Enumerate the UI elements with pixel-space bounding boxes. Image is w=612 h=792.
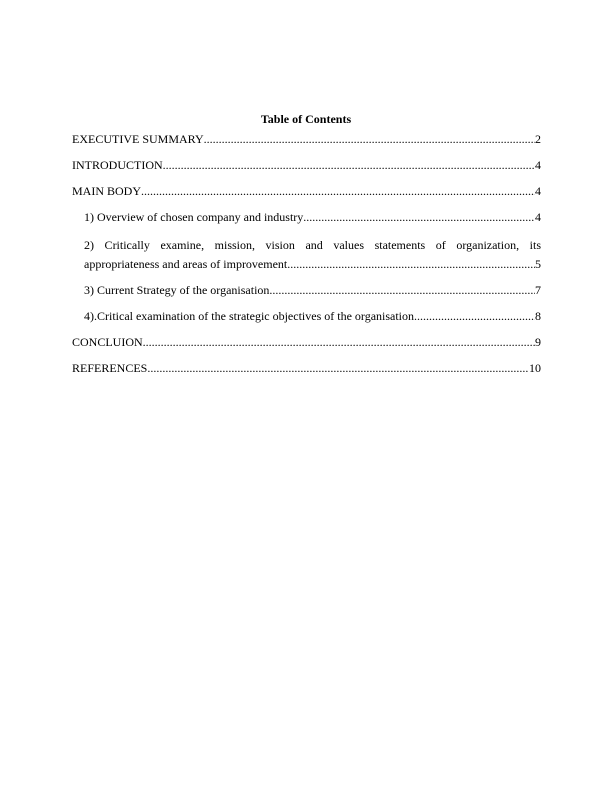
toc-entry-label: 3) Current Strategy of the organisation bbox=[84, 283, 270, 297]
toc-entry-line-2 bbox=[84, 256, 541, 272]
toc-title: Table of Contents bbox=[260, 112, 352, 126]
toc-entry-mission-vision-values[interactable] bbox=[72, 235, 541, 272]
toc-entry-main-body[interactable] bbox=[72, 183, 541, 199]
toc-page-number: 10 bbox=[529, 361, 541, 375]
toc-leader-dots bbox=[143, 334, 535, 350]
table-of-contents bbox=[72, 131, 541, 376]
toc-entry-label-line-2: appropriateness and areas of improvement bbox=[84, 257, 288, 271]
toc-leader-dots bbox=[269, 282, 535, 298]
toc-entry-label: MAIN BODY bbox=[72, 184, 141, 198]
toc-entry-overview[interactable] bbox=[72, 209, 541, 225]
toc-page-number: 5 bbox=[535, 257, 541, 271]
toc-leader-dots bbox=[414, 308, 535, 324]
toc-page-number: 9 bbox=[535, 335, 541, 349]
toc-entry-label-line-1: 2) Critically examine, mission, vision and values statements of organization, its bbox=[84, 238, 541, 252]
toc-page-number: 4 bbox=[535, 184, 541, 198]
toc-leader-dots bbox=[303, 209, 535, 225]
toc-entry-strategic-objectives[interactable] bbox=[72, 308, 541, 324]
toc-page-number: 8 bbox=[535, 309, 541, 323]
toc-page-number: 4 bbox=[535, 210, 541, 224]
toc-entry-label: EXECUTIVE SUMMARY bbox=[72, 132, 204, 146]
toc-page-number: 4 bbox=[535, 158, 541, 172]
toc-leader-dots bbox=[287, 256, 535, 272]
toc-entry-references[interactable] bbox=[72, 360, 541, 376]
toc-entry-executive-summary[interactable] bbox=[72, 131, 541, 147]
toc-entry-conclusion[interactable] bbox=[72, 334, 541, 350]
toc-leader-dots bbox=[141, 183, 535, 199]
toc-entry-label: 1) Overview of chosen company and industry bbox=[84, 210, 304, 224]
toc-leader-dots bbox=[147, 360, 529, 376]
toc-page-number: 7 bbox=[535, 283, 541, 297]
toc-leader-dots bbox=[204, 131, 535, 147]
toc-entry-label: CONCLUION bbox=[72, 335, 143, 349]
toc-entry-label: INTRODUCTION bbox=[72, 158, 163, 172]
toc-page-number: 2 bbox=[535, 132, 541, 146]
toc-entry-label: REFERENCES bbox=[72, 361, 148, 375]
toc-leader-dots bbox=[163, 157, 535, 173]
toc-entry-introduction[interactable] bbox=[72, 157, 541, 173]
toc-entry-current-strategy[interactable] bbox=[72, 282, 541, 298]
toc-entry-label: 4).Critical examination of the strategic objectives of the organisation bbox=[84, 309, 415, 323]
